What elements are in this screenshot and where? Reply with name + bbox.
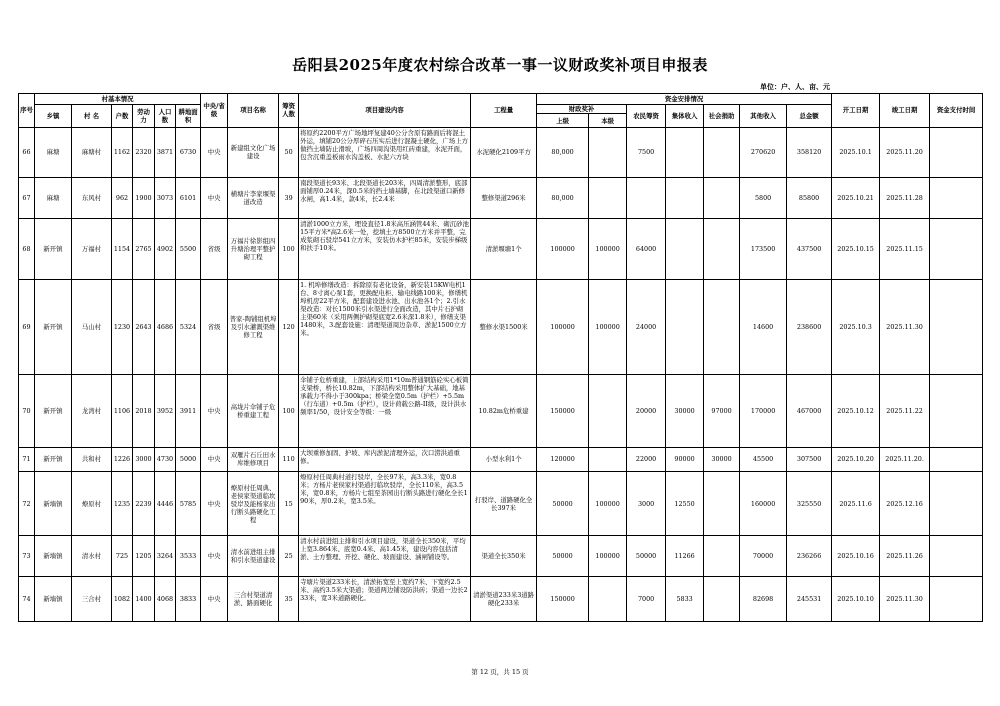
row-total: 238600: [787, 279, 832, 374]
row-farmer-raise: 20000: [627, 374, 666, 447]
row-level: 中央: [201, 447, 228, 472]
row-social: 30000: [704, 447, 740, 472]
row-farmland: 5785: [176, 472, 201, 536]
row-farmland: 5500: [176, 219, 201, 279]
row-seq: 67: [19, 178, 35, 219]
row-pay-time: [930, 472, 983, 536]
row-raised-people: 100: [279, 374, 299, 447]
row-content: 1. 机埠修缮改造：拆除原有老化设备，新安装15KW电机1台、8寸离心泵1套，更换配电柜、输电线路100米，修缮机埠机房22平方米，配套建设进水池、出水池各1个；2.引水渠改造：对长1500米引水渠进行全面改造，其中片石护砌主渠60米（采用两侧护砌渠底宽2.6米深1.8米），修缮支渠1480米，3.配套设施：清理渠道周边杂草、淤泥1500立方米。: [299, 279, 471, 374]
row-level: 中央: [201, 576, 228, 621]
row-population: 3952: [155, 374, 176, 447]
row-social: [704, 279, 740, 374]
row-other: 173500: [740, 219, 787, 279]
row-project-name: 清水前进组主排和引水渠道建设: [228, 535, 279, 576]
row-finish: 2025.11.15: [880, 219, 930, 279]
row-county: [589, 576, 627, 621]
header-pay-time: 资金支付时间: [930, 94, 983, 128]
row-content: 伞铺子危桥重建，上部结构采用1*10m普通钢筋砼实心板简支梁桥，桥长10.82m，下部结构采用整体扩大基础，地基承载力不得小于300kpa；桥梁全宽0.5m（护栏）+5.5m（行车道）+0.5m（护栏），设计荷载公路-II级，设计洪水频率1/50，设计安全等级：一级: [299, 374, 471, 447]
row-collective: 5833: [666, 576, 704, 621]
row-project-name: 三合村渠道清淤、路面硬化: [228, 576, 279, 621]
row-social: [704, 219, 740, 279]
row-county: [589, 178, 627, 219]
row-farmer-raise: 22000: [627, 447, 666, 472]
row-upper: 50000: [537, 472, 589, 536]
row-farmer-raise: 3000: [627, 472, 666, 536]
row-county: [589, 127, 627, 177]
row-other: 82698: [740, 576, 787, 621]
row-raised-people: 25: [279, 535, 299, 576]
row-seq: 66: [19, 127, 35, 177]
header-county: 本级: [589, 114, 627, 127]
row-households: 1106: [112, 374, 133, 447]
row-township: 新墙镇: [35, 535, 72, 576]
header-funding: 资金安排情况: [537, 94, 832, 105]
row-level: 省级: [201, 279, 228, 374]
row-social: [704, 178, 740, 219]
header-households: 户数: [112, 105, 133, 128]
row-county: [589, 447, 627, 472]
row-start: 2025.10.15: [832, 219, 880, 279]
row-township: 新墙镇: [35, 576, 72, 621]
row-seq: 73: [19, 535, 35, 576]
row-raised-people: 110: [279, 447, 299, 472]
header-farmland: 耕地面积: [176, 105, 201, 128]
header-fiscal-reward: 财政奖补: [537, 105, 627, 114]
row-population: 4686: [155, 279, 176, 374]
row-population: 3264: [155, 535, 176, 576]
row-seq: 71: [19, 447, 35, 472]
row-pay-time: [930, 535, 983, 576]
header-other: 其他收入: [740, 105, 787, 128]
row-other: 170000: [740, 374, 787, 447]
row-raised-people: 39: [279, 178, 299, 219]
row-total: 307500: [787, 447, 832, 472]
table-row: [19, 279, 983, 374]
row-raised-people: 15: [279, 472, 299, 536]
row-households: 725: [112, 535, 133, 576]
header-collective: 集体收入: [666, 105, 704, 128]
row-pay-time: [930, 219, 983, 279]
header-content: 项目建设内容: [299, 94, 471, 128]
row-households: 1235: [112, 472, 133, 536]
row-start: 2025.11.6: [832, 472, 880, 536]
row-start: 2025.10.16: [832, 535, 880, 576]
row-households: 1082: [112, 576, 133, 621]
header-population: 人口数: [155, 105, 176, 128]
row-collective: [666, 279, 704, 374]
row-quantity: 小型水利1个: [471, 447, 537, 472]
row-content: 清水村前进组主排和引水项目建设，渠道全长350米，平均上宽3.864米、底宽0.4米、高1.45米，建设内容包括清淤、土方整理、开挖、硬化、坡面建设、涵闸铺设等。: [299, 535, 471, 576]
row-farmland: 5000: [176, 447, 201, 472]
row-collective: 90000: [666, 447, 704, 472]
row-township: 新开镇: [35, 279, 72, 374]
row-pay-time: [930, 576, 983, 621]
row-upper: 100000: [537, 219, 589, 279]
header-seq: 序号: [19, 94, 35, 128]
row-township: 新开镇: [35, 374, 72, 447]
row-other: 45500: [740, 447, 787, 472]
row-level: 省级: [201, 219, 228, 279]
row-project-name: 燎原村任周典、老侯家渠道临坎驳岸及能杨家出行断头路硬化工程: [228, 472, 279, 536]
row-village: 东风村: [72, 178, 112, 219]
table-body: [19, 127, 983, 621]
table-row: [19, 374, 983, 447]
row-project-name: 普家-陶铺组机埠及引水灌溉渠维修工程: [228, 279, 279, 374]
row-project-name: 新建组文化广场建设: [228, 127, 279, 177]
row-finish: 2025.11.26: [880, 535, 930, 576]
row-quantity: 水泥硬化2109平方: [471, 127, 537, 177]
table-row: [19, 127, 983, 177]
row-start: 2025.10.20: [832, 447, 880, 472]
row-raised-people: 35: [279, 576, 299, 621]
row-population: 3871: [155, 127, 176, 177]
row-level: 中央: [201, 374, 228, 447]
row-households: 1230: [112, 279, 133, 374]
row-seq: 68: [19, 219, 35, 279]
row-households: 962: [112, 178, 133, 219]
row-seq: 69: [19, 279, 35, 374]
row-village: 万福村: [72, 219, 112, 279]
row-raised-people: 120: [279, 279, 299, 374]
row-upper: 80,000: [537, 127, 589, 177]
row-social: 97000: [704, 374, 740, 447]
row-content: 南段渠道长93米、北段渠道长203米，四周清淤整形，底部面铺厚0.24米，深0.5米的挡土墙基脚，在北段渠道口新修水闸，高1.4米，款4米，长2.4米: [299, 178, 471, 219]
row-collective: 11266: [666, 535, 704, 576]
row-township: 新墙镇: [35, 472, 72, 536]
row-upper: 50000: [537, 535, 589, 576]
row-labor: 1205: [133, 535, 155, 576]
row-farmland: 6730: [176, 127, 201, 177]
row-farmer-raise: 7000: [627, 576, 666, 621]
row-social: [704, 127, 740, 177]
row-village: 清水村: [72, 535, 112, 576]
row-township: 新开镇: [35, 447, 72, 472]
row-farmland: 3533: [176, 535, 201, 576]
row-pay-time: [930, 279, 983, 374]
row-collective: 12550: [666, 472, 704, 536]
row-seq: 70: [19, 374, 35, 447]
row-farmer-raise: 7500: [627, 127, 666, 177]
table-row: [19, 178, 983, 219]
header-level: 中央/省级: [201, 94, 228, 128]
row-farmer-raise: 24000: [627, 279, 666, 374]
row-social: [704, 576, 740, 621]
row-upper: 150000: [537, 374, 589, 447]
row-collective: [666, 127, 704, 177]
row-level: 中央: [201, 472, 228, 536]
row-start: 2025.10.3: [832, 279, 880, 374]
row-upper: 100000: [537, 279, 589, 374]
row-total: 236266: [787, 535, 832, 576]
row-finish: 2025.11.22: [880, 374, 930, 447]
unit-label: 单位：户、人、亩、元: [760, 82, 830, 91]
row-quantity: 10.82m危桥重建: [471, 374, 537, 447]
row-labor: 2239: [133, 472, 155, 536]
row-households: 1162: [112, 127, 133, 177]
header-labor: 劳动力: [133, 105, 155, 128]
header-village: 村 名: [72, 105, 112, 128]
row-content: 寺塘片渠道233米长，清淤拓宽至上宽约7米、下宽约2.5米、高约3.5米大渠道；渠道两边铺设防洪砖；渠道一边长233米，宽3米道路硬化。: [299, 576, 471, 621]
row-start: 2025.10.12: [832, 374, 880, 447]
row-total: 358120: [787, 127, 832, 177]
table-row: [19, 472, 983, 536]
row-finish: 2025.11.28: [880, 178, 930, 219]
row-start: 2025.10.21: [832, 178, 880, 219]
header-finish: 竣工日期: [880, 94, 930, 128]
row-social: [704, 472, 740, 536]
row-raised-people: 100: [279, 219, 299, 279]
row-quantity: 清淤渠道233米3道路硬化233米: [471, 576, 537, 621]
row-upper: 80,000: [537, 178, 589, 219]
row-labor: 2765: [133, 219, 155, 279]
row-finish: 2025.11.30: [880, 576, 930, 621]
header-township: 乡镇: [35, 105, 72, 128]
row-farmland: 3833: [176, 576, 201, 621]
row-labor: 1900: [133, 178, 155, 219]
row-other: 14600: [740, 279, 787, 374]
row-county: 100000: [589, 535, 627, 576]
row-village: 麻塘村: [72, 127, 112, 177]
row-county: 100000: [589, 279, 627, 374]
row-project-name: 横塘片李家堰渠道改造: [228, 178, 279, 219]
row-upper: 120000: [537, 447, 589, 472]
row-total: 245531: [787, 576, 832, 621]
row-finish: 2025.11.30: [880, 279, 930, 374]
row-population: 4730: [155, 447, 176, 472]
project-table: [18, 93, 983, 622]
row-labor: 3000: [133, 447, 155, 472]
row-total: 325550: [787, 472, 832, 536]
row-pay-time: [930, 127, 983, 177]
row-township: 麻塘: [35, 127, 72, 177]
row-labor: 2643: [133, 279, 155, 374]
row-village: 马山村: [72, 279, 112, 374]
header-upper: 上级: [537, 114, 589, 127]
table-row: [19, 576, 983, 621]
row-start: 2025.10.1: [832, 127, 880, 177]
row-county: [589, 374, 627, 447]
row-collective: [666, 178, 704, 219]
row-population: 4902: [155, 219, 176, 279]
row-labor: 2018: [133, 374, 155, 447]
row-seq: 72: [19, 472, 35, 536]
row-start: 2025.10.10: [832, 576, 880, 621]
row-population: 4446: [155, 472, 176, 536]
row-village: 三合村: [72, 576, 112, 621]
header-village-basic: 村基本情况: [35, 94, 201, 105]
row-content: 大坝重修加固、护坡、库内淤泥清理外运，次口涝洪道重修。: [299, 447, 471, 472]
row-households: 1154: [112, 219, 133, 279]
row-quantity: 清淤堰塘1个: [471, 219, 537, 279]
row-village: 龙湾村: [72, 374, 112, 447]
row-collective: [666, 219, 704, 279]
row-finish: 2025.11.20.: [880, 447, 930, 472]
header-farmer-raise: 农民筹资: [627, 105, 666, 128]
row-labor: 2320: [133, 127, 155, 177]
header-social: 社会捐助: [704, 105, 740, 128]
row-population: 4068: [155, 576, 176, 621]
table-row: [19, 535, 983, 576]
row-other: 5800: [740, 178, 787, 219]
row-level: 中央: [201, 535, 228, 576]
row-other: 270620: [740, 127, 787, 177]
row-quantity: 打驳岸、道路硬化全长397米: [471, 472, 537, 536]
row-farmland: 3911: [176, 374, 201, 447]
row-finish: 2025.11.20: [880, 127, 930, 177]
row-farmer-raise: [627, 178, 666, 219]
row-seq: 74: [19, 576, 35, 621]
table-row: [19, 447, 983, 472]
row-pay-time: [930, 374, 983, 447]
row-township: 麻塘: [35, 178, 72, 219]
header-project-name: 项目名称: [228, 94, 279, 128]
row-raised-people: 50: [279, 127, 299, 177]
row-other: 160000: [740, 472, 787, 536]
header-total: 总金额: [787, 105, 832, 128]
row-farmland: 6101: [176, 178, 201, 219]
row-project-name: 万福片徐影组四升塘治理平整护砌工程: [228, 219, 279, 279]
row-pay-time: [930, 178, 983, 219]
row-township: 新开镇: [35, 219, 72, 279]
row-pay-time: [930, 447, 983, 472]
row-content: 燎原村任周典村道打驳岸，全长97米，高3.3米，宽0.8米；方杨片老侯家村渠道打临坎驳岸，全长110米，高3.5米，宽0.8米，方杨片七组至茶园出行断头路进行硬化全长190米，厚0.2米，宽3.5米。: [299, 472, 471, 536]
row-project-name: 高垅片伞铺子危桥重建工程: [228, 374, 279, 447]
row-finish: 2025.12.16: [880, 472, 930, 536]
row-farmer-raise: 64000: [627, 219, 666, 279]
row-other: 70000: [740, 535, 787, 576]
row-farmer-raise: 50000: [627, 535, 666, 576]
row-level: 中央: [201, 178, 228, 219]
row-farmland: 5324: [176, 279, 201, 374]
row-labor: 1400: [133, 576, 155, 621]
row-content: 清淤1000立方米，埋设直径1.8米高压涵管44米、砌沉砂池15平方米*高2.6米一处，挖填土方8500立方米并平整，完成浆砌石驳岸541立方米，安装仿木护栏85米，安装步梯级和扶手10米。: [299, 219, 471, 279]
row-content: 将原约2200平方广场地坪复建40公分含原有路面后将混土外运，填铺20公分厚碎石压实后进行混凝土硬化，广场上方做挡土墙防止滑坡，广场四周沟渠用红砖重建，水泥开面，包含沉重盖板雨水沟盖板、水泥六方块: [299, 127, 471, 177]
table-row: [19, 219, 983, 279]
row-total: 467000: [787, 374, 832, 447]
row-total: 437500: [787, 219, 832, 279]
page-footer: 第 12 页，共 15 页: [471, 668, 529, 676]
row-social: [704, 535, 740, 576]
row-quantity: 整修水渠1500米: [471, 279, 537, 374]
row-village: 燎原村: [72, 472, 112, 536]
row-county: 100000: [589, 219, 627, 279]
row-upper: 150000: [537, 576, 589, 621]
row-collective: 30000: [666, 374, 704, 447]
row-project-name: 双雁片石丘田水库维修项目: [228, 447, 279, 472]
row-level: 中央: [201, 127, 228, 177]
row-county: 100000: [589, 472, 627, 536]
row-population: 3073: [155, 178, 176, 219]
header-raised-people: 筹资人数: [279, 94, 299, 128]
row-village: 共和村: [72, 447, 112, 472]
row-quantity: 整修渠道296米: [471, 178, 537, 219]
row-total: 85800: [787, 178, 832, 219]
header-start: 开工日期: [832, 94, 880, 128]
row-households: 1226: [112, 447, 133, 472]
header-quantity: 工程量: [471, 94, 537, 128]
row-quantity: 渠道全长350米: [471, 535, 537, 576]
page-title: 岳阳县2025年度农村综合改革一事一议财政奖补项目申报表: [292, 56, 708, 74]
